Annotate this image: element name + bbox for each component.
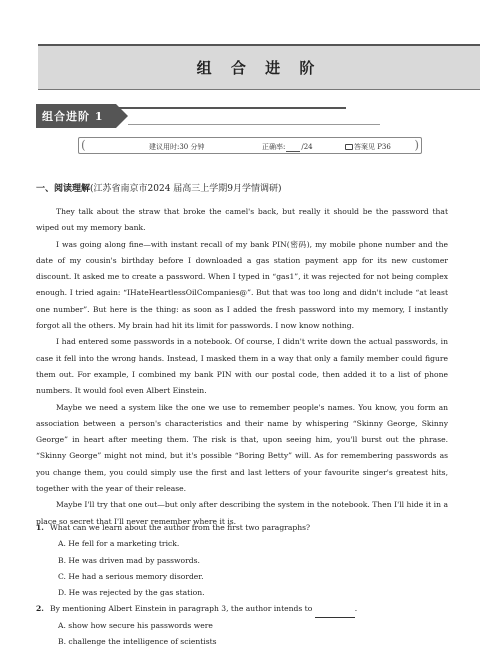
- answer-reference-text: 答案见 P36: [354, 143, 391, 151]
- paragraph-1: They talk about the straw that broke the camel's back, but really it should be the password that wiped out my memory bank.: [36, 207, 448, 233]
- question-1: [36, 520, 448, 536]
- page-banner: [38, 44, 480, 90]
- section-heading: [36, 181, 282, 194]
- option-1c: C. He had a serious memory disorder.: [58, 571, 204, 581]
- suggested-time: 建议用时:30 分钟: [149, 143, 205, 151]
- question-list: [36, 520, 448, 650]
- sub-banner-rule-thin: [128, 124, 380, 125]
- accuracy-label: 正确率:: [262, 143, 286, 151]
- answer-blank: [315, 609, 355, 618]
- paragraph-2: I was going along fine—with instant recall of my bank PIN(密码), my mobile phone number and the date of my cousin's birthday before I downloaded a gas station payment app for its new customer discount. It asked me to create a password. When I typed in “gas1”, it was rejected for not being complex enough. I tried again: “IHateHeartlessOilCompanies@”. But that was too long and didn't include “at least one number”. But here is the thing: as soon as I added the fresh password into my memory, I instantly forgot all the others. My brain had hit its limit for passwords. I now know nothing.: [36, 239, 448, 331]
- option-1a: A. He fell for a marketing trick.: [58, 539, 180, 549]
- paragraph-5: Maybe I'll try that one out—but only after describing the system in the notebook. Then I'll hide it in a place so secret that I'll never remember where it is.: [36, 500, 448, 526]
- reading-passage: [36, 204, 448, 530]
- paragraph-4: Maybe we need a system like the one we use to remember people's names. You know, you form an association between a person's characteristics and their name by whispering “Skinny George, Skinny George” in heart after meeting them. The risk is that, upon seeing him, you'll burst out the phrase. “Skinny George” might not mind, but it's possible “Boring Betty” will. As for remembering passwords as you change them, you could simply use the first and last letters of your favourite singer's greatest hits, together with the year of their release.: [36, 402, 448, 494]
- section-source: (江苏省南京市2024 届高三上学期9月学情调研): [90, 184, 282, 194]
- sub-banner-label: 组合进阶 1: [36, 104, 116, 128]
- page-title: 组 合 进 阶: [196, 59, 322, 77]
- question-stem: [50, 601, 357, 617]
- answer-reference: [345, 142, 391, 152]
- question-stem: What can we learn about the author from the first two paragraphs?: [50, 523, 311, 532]
- sub-banner: [36, 104, 346, 128]
- paragraph-3: I had entered some passwords in a notebook. Of course, I didn't write down the actual passwords, in case it fell into the wrong hands. Instead, I masked them in a way that only a family member could figure them out. For example, I combined my bank PIN with our postal code, then added it to a list of phone numbers. It would fool even Albert Einstein.: [36, 337, 448, 396]
- option-1b: B. He was driven mad by passwords.: [58, 555, 200, 565]
- left-bracket-icon: (: [81, 138, 86, 152]
- question-stem-end: .: [354, 604, 358, 614]
- question-number: 1.: [36, 523, 44, 532]
- info-bar: [78, 137, 422, 154]
- option-2b: B. challenge the intelligence of scientists: [58, 637, 217, 647]
- section-title: 一、阅读理解: [36, 184, 91, 194]
- question-stem-text: By mentioning Albert Einstein in paragraph 3, the author intends to: [50, 604, 313, 614]
- accuracy-blank: [286, 145, 300, 152]
- book-icon: [345, 144, 353, 150]
- accuracy: [262, 142, 313, 152]
- right-bracket-icon: ): [414, 138, 419, 152]
- option-2a: A. show how secure his passwords were: [58, 620, 213, 630]
- question-2: [36, 601, 448, 617]
- sub-banner-rule: [116, 107, 346, 109]
- option-1d: D. He was rejected by the gas station.: [58, 588, 205, 598]
- question-number: 2.: [36, 604, 44, 614]
- accuracy-total: /24: [301, 143, 313, 151]
